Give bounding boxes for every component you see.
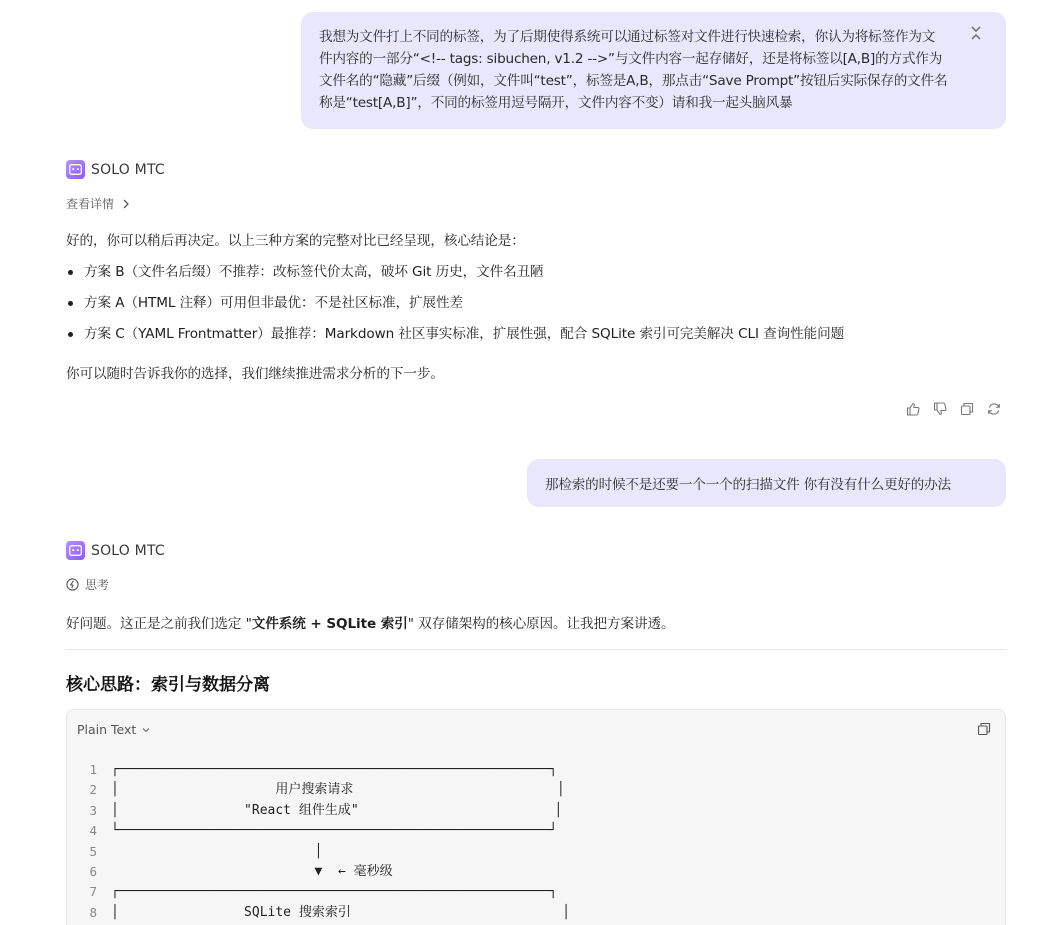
- section-heading: 核心思路：索引与数据分离: [66, 675, 270, 695]
- option-verdict: 不推荐：改标签代价太高，破坏 Git 历史，文件名丑陋: [218, 264, 544, 280]
- line-text: ▼ ← 毫秒级: [111, 863, 393, 879]
- option-label: 方案 C: [84, 326, 125, 342]
- list-item: [66, 262, 966, 293]
- assistant-header: [66, 160, 165, 179]
- message-actions: [906, 402, 1001, 416]
- line-number: 6: [89, 863, 97, 879]
- divider: [66, 649, 1006, 650]
- list-item: [66, 293, 966, 324]
- user-message-text: 我想为文件打上不同的标签，为了后期使得系统可以通过标签对文件进行快速检索，你认为将标签作为文件内容的一部分“<!-- tags: sibuchen, v1.2 -->”与文件内容一起存储好，还是将标签以[A,B]的方式作为文件名的“隐藏”后缀（例如，文件叫“test”，标签是A,B，那点击“Save Prompt”按钮后实际保存的文件名称是“test[A,B]”，不同的标签用逗号隔开，文件内容不变）请和我一起头脑风暴: [319, 29, 948, 111]
- thumbs-up-icon[interactable]: [906, 402, 920, 416]
- line-text: └───────────────────────────────────────────────────────┘: [111, 823, 558, 839]
- line-number: 2: [89, 782, 97, 798]
- chevron-down-icon: [142, 727, 150, 733]
- view-details-link[interactable]: [66, 195, 130, 212]
- option-label: 方案 B: [84, 264, 125, 280]
- option-desc: （文件名后缀）: [124, 264, 219, 280]
- line-text: ┌───────────────────────────────────────────────────────┐: [111, 884, 558, 900]
- line-number: 8: [89, 904, 97, 920]
- line-text: │: [111, 843, 323, 859]
- regenerate-icon[interactable]: [987, 402, 1001, 416]
- line-text: │ SQLite 搜索索引 │: [111, 904, 570, 920]
- copy-icon[interactable]: [960, 402, 974, 416]
- line-text: │ 用户搜索请求 │: [111, 782, 565, 798]
- assistant-name: SOLO MTC: [91, 161, 165, 178]
- assistant-intro: 好的，你可以稍后再决定。以上三种方案的完整对比已经呈现，核心结论是：: [66, 233, 525, 249]
- line-text: ┌───────────────────────────────────────────────────────┐: [111, 762, 558, 777]
- user-message-bubble: [301, 12, 1006, 129]
- think-toggle[interactable]: [66, 576, 109, 593]
- intro-bold-text: 文件系统 + SQLite 索引: [251, 616, 408, 632]
- line-number: 4: [89, 823, 97, 839]
- option-verdict: 可用但非最优：不是社区标准，扩展性差: [220, 295, 463, 311]
- option-label: 方案 A: [84, 295, 125, 311]
- intro-text: 好问题。这正是之前我们选定 ": [66, 616, 252, 632]
- collapse-icon[interactable]: [968, 26, 984, 42]
- option-desc: （YAML Frontmatter）: [124, 326, 271, 342]
- think-label: 思考: [85, 578, 110, 592]
- code-block: [66, 709, 1006, 925]
- copy-code-icon[interactable]: [977, 722, 991, 736]
- user-message-bubble: [527, 459, 1006, 507]
- user-message-text: 那检索的时候不是还要一个一个的扫描文件 你有没有什么更好的办法: [545, 477, 951, 493]
- intro-text: " 双存储架构的核心原因。让我把方案讲透。: [407, 616, 675, 632]
- assistant-name: SOLO MTC: [91, 542, 165, 559]
- list-item: [66, 324, 966, 355]
- chevron-right-icon: [122, 199, 130, 209]
- think-icon: [66, 578, 79, 591]
- code-language-select[interactable]: [77, 722, 150, 737]
- option-desc: （HTML 注释）: [124, 295, 221, 311]
- assistant-intro: [66, 612, 675, 632]
- thumbs-down-icon[interactable]: [933, 402, 947, 416]
- option-verdict: 最推荐：Markdown 社区事实标准，扩展性强，配合 SQLite 索引可完美解决 CLI 查询性能问题: [270, 326, 845, 342]
- bot-avatar-icon: [66, 160, 85, 179]
- line-number: 1: [89, 762, 97, 777]
- assistant-header: [66, 541, 165, 560]
- line-number: 5: [89, 843, 97, 859]
- assistant-outro: 你可以随时告诉我你的选择，我们继续推进需求分析的下一步。: [66, 366, 444, 382]
- bot-avatar-icon: [66, 541, 85, 560]
- line-text: │ "React 组件生成" │: [111, 802, 563, 818]
- conclusion-list: [66, 262, 966, 355]
- line-number: 7: [89, 884, 97, 900]
- view-details-label: 查看详情: [66, 197, 115, 211]
- line-number: 3: [89, 802, 97, 818]
- code-language-label: Plain Text: [77, 722, 137, 737]
